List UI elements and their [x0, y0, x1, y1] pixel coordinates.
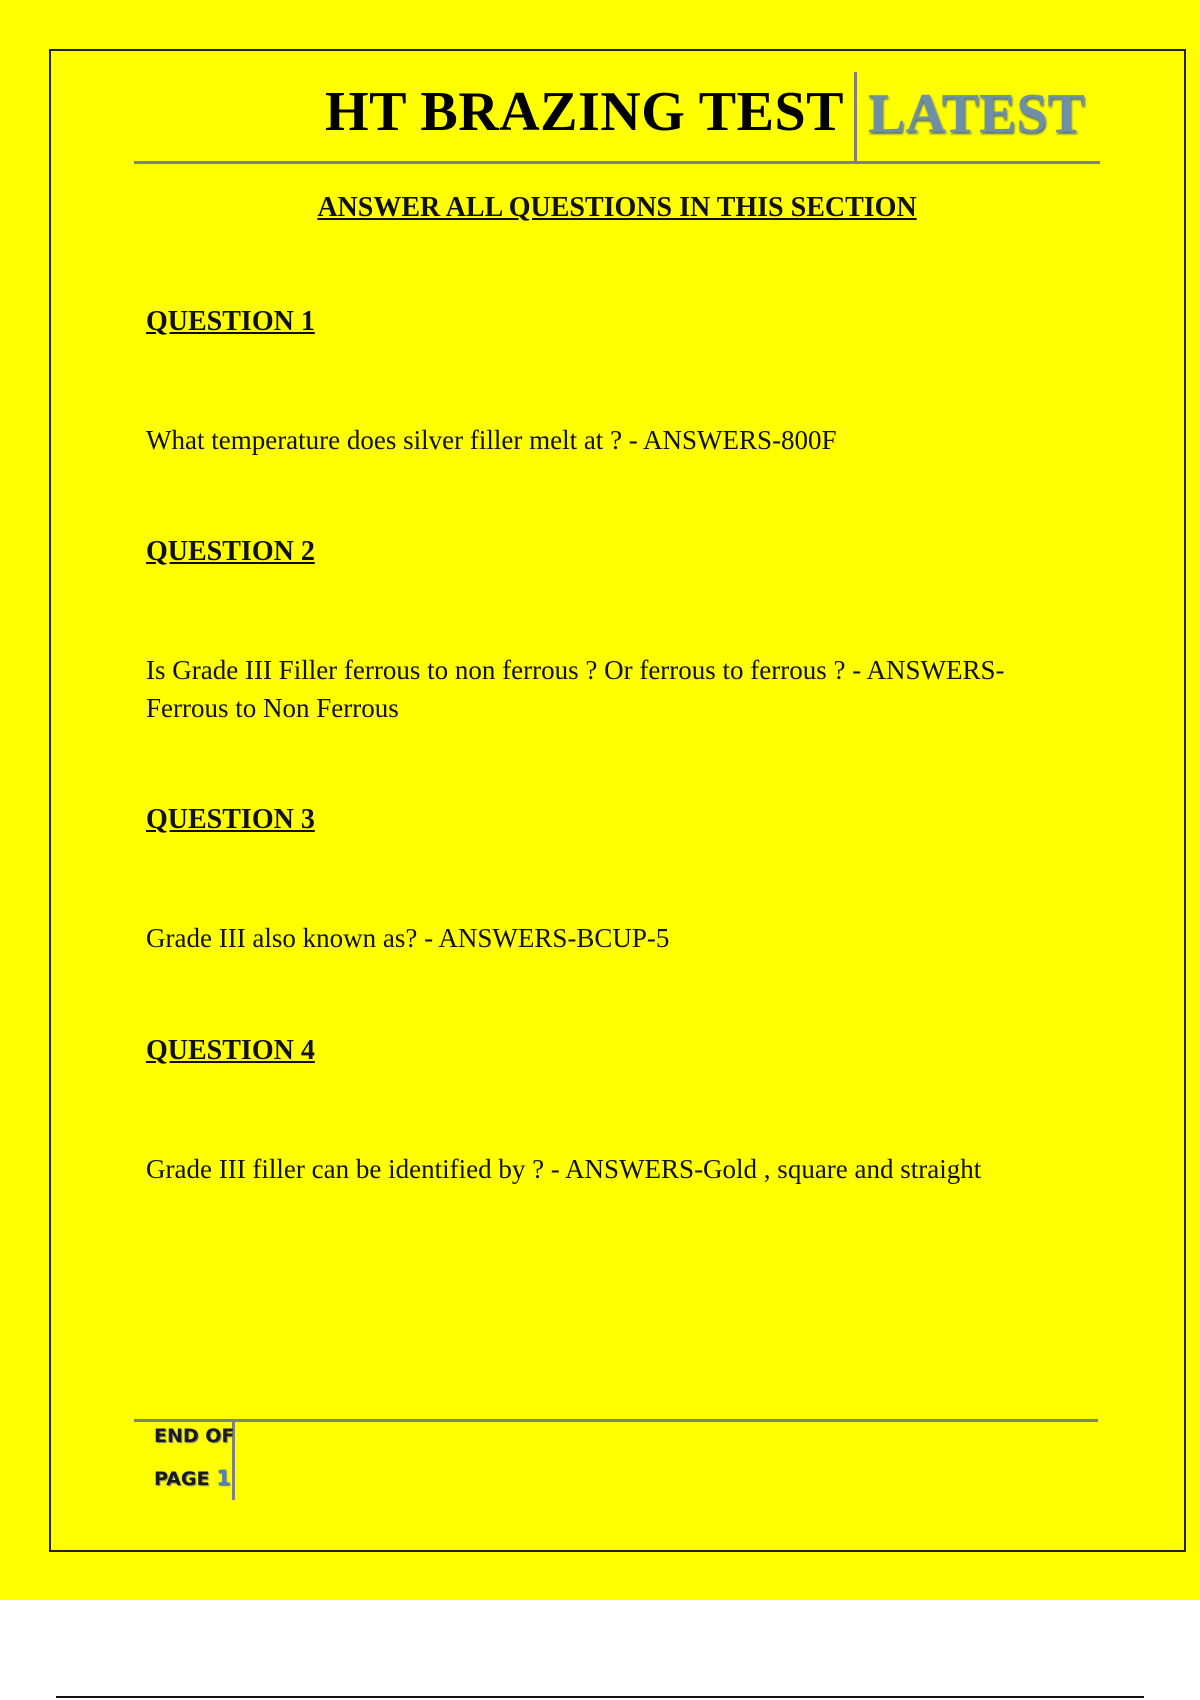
header-divider	[854, 72, 857, 164]
question-3-label: QUESTION 3	[146, 804, 315, 835]
page-title: HT BRAZING TEST	[325, 81, 844, 143]
header	[134, 72, 1100, 164]
question-2-label: QUESTION 2	[146, 536, 315, 567]
question-4-label: QUESTION 4	[146, 1035, 315, 1066]
latest-badge: LATEST	[868, 83, 1085, 145]
footer-rule	[134, 1419, 1098, 1422]
question-1-text: What temperature does silver filler melt at ? - ANSWERS-800F	[146, 425, 837, 455]
bottom-rule	[56, 1696, 1144, 1698]
page-border	[49, 49, 1186, 1552]
question-2-text: Is Grade III Filler ferrous to non ferrous ? Or ferrous to ferrous ? - ANSWERS-Ferrous to Non Ferrous	[146, 655, 1005, 723]
question-3-text: Grade III also known as? - ANSWERS-BCUP-5	[146, 923, 670, 953]
page-number: 1	[216, 1466, 231, 1490]
question-1-label: QUESTION 1	[146, 306, 315, 337]
footer-end-of: END OF	[154, 1425, 235, 1447]
footer-page-label: PAGE	[154, 1468, 210, 1490]
footer-page	[154, 1466, 231, 1490]
section-heading: ANSWER ALL QUESTIONS IN THIS SECTION	[317, 192, 917, 223]
question-4-text: Grade III filler can be identified by ? - ANSWERS-Gold , square and straight	[146, 1154, 982, 1184]
